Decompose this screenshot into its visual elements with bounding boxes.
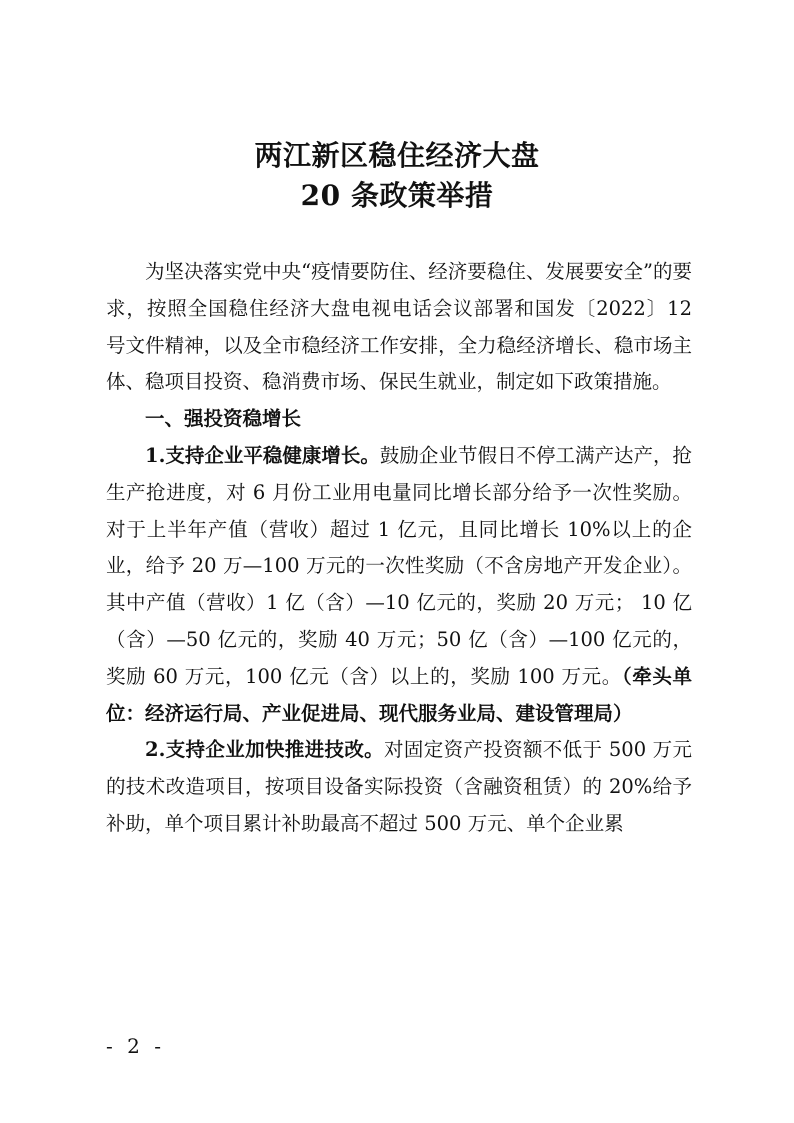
document-body <box>106 254 692 843</box>
intro-paragraph: 为坚决落实党中央“疫情要防住、经济要稳住、发展要安全”的要求，按照全国稳住经济大盘电视电话会议部署和国发〔2022〕12 号文件精神，以及全市稳经济工作安排，全力稳经济增长、稳市场主体、稳项目投资、稳消费市场、保民生就业，制定如下政策措施。 <box>106 260 692 394</box>
policy-item-2 <box>106 732 692 842</box>
policy-item-1 <box>106 438 692 732</box>
page-number: - 2 - <box>106 1034 165 1058</box>
policy-item-1-lead-units: （牵头单位：经济运行局、产业促进局、现代服务业局、建设管理局） <box>106 664 692 725</box>
policy-item-2-text: 对固定资产投资额不低于 500 万元的技术改造项目，按项目设备实际投资（含融资租赁）的 20%给予补助，单个项目累计补助最高不超过 500 万元、单个企业累 <box>106 738 693 835</box>
policy-item-2-lead: 2.支持企业加快推进技改。 <box>145 738 385 762</box>
section-heading: 一、强投资稳增长 <box>145 407 302 431</box>
policy-item-1-lead: 1.支持企业平稳健康增长。 <box>145 443 380 467</box>
document-title-line-2: 20 条政策举措 <box>300 179 494 212</box>
document-title-line-1: 两江新区稳住经济大盘 <box>254 139 540 172</box>
policy-item-1-text: 鼓励企业节假日不停工满产达产，抢生产抢进度，对 6 月份工业用电量同比增长部分给予一次性奖励。对于上半年产值（营收）超过 1 亿元，且同比增长 10%以上的企业，给予 20 万—100 万元的一次性奖励（不含房地产开发企业）。其中产值（营收）1 亿（含）—10 亿元的，奖励 20 万元； 10 亿（含）—50 亿元的，奖励 40 万元；50 亿（含）—100 亿元的，奖励 60 万元，100 亿元（含）以上的，奖励 100 万元。 <box>106 443 692 688</box>
